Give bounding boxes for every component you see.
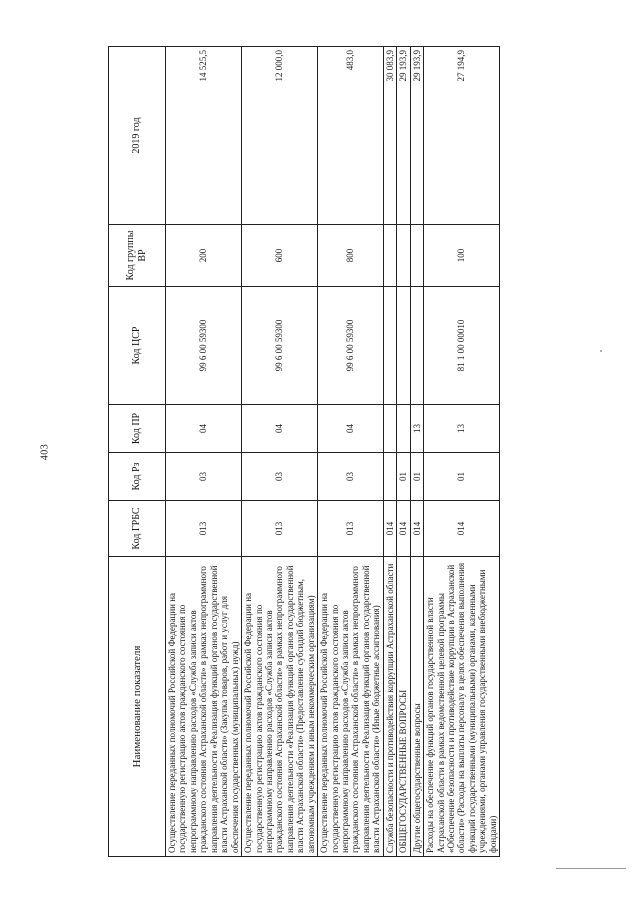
- row-name: Осуществление переданных полномочий Российской Федерации на государственную регистрацию актов гражданского состояния по непрограммному направлению расходов «Служба записи актов гражданского состояния Астраханской области» в рамках непрограммного направления деятельности «Реализация функций органов государственной власти Астраханской области» (Предоставление субсидий бюджетным, автономным учреждениям и иным некоммерческим организациям): [242, 557, 318, 857]
- row-rz: 01: [397, 453, 410, 501]
- row-rz: 03: [318, 453, 384, 501]
- budget-table: [108, 46, 500, 857]
- row-csr: 81 1 00 00010: [424, 287, 500, 405]
- row-pr: [397, 405, 410, 453]
- row-name: Служба безопасности и противодействия коррупции Астраханской области: [383, 557, 396, 857]
- page-number: 403: [39, 443, 51, 461]
- row-grbs: 014: [410, 501, 423, 557]
- row-csr: 99 6 00 59300: [242, 287, 318, 405]
- row-year: 29 193,9: [410, 47, 423, 225]
- header-year: 2019 год: [109, 47, 166, 225]
- row-year: 27 194,9: [424, 47, 500, 225]
- table-row: [424, 47, 500, 857]
- table-header-row: [109, 47, 166, 857]
- row-pr: 13: [424, 405, 500, 453]
- row-grbs: 013: [242, 501, 318, 557]
- budget-table-container: [108, 47, 540, 857]
- row-name: Расходы на обеспечение функций органов государственной власти Астраханской области в рамках ведомственной целевой программы «Обеспечение безопасности и противодействие коррупции в Астраханской области» (Расходы на выплаты персоналу в целях обеспечения выполнения функций государственными (муниципальными) органами, казенными учреждениями, органами управления государственными внебюджетными фондами): [424, 557, 500, 857]
- row-pr: [383, 405, 396, 453]
- table-row: [383, 47, 396, 857]
- row-year: 29 193,9: [397, 47, 410, 225]
- header-rz: Код Рз: [109, 453, 166, 501]
- row-rz: 01: [410, 453, 423, 501]
- row-pr: 04: [166, 405, 242, 453]
- row-name: Осуществление переданных полномочий Российской Федерации на государственную регистрацию актов гражданского состояния по непрограммному направлению расходов «Служба записи актов гражданского состояния Астраханской области» в рамках непрограммного направления деятельности «Реализация функций органов государственной власти Астраханской области» (Закупка товаров, работ и услуг для обеспечения государственных (муниципальных) нужд): [166, 557, 242, 857]
- table-row: [410, 47, 423, 857]
- row-pr: 04: [242, 405, 318, 453]
- row-vr: 200: [166, 225, 242, 287]
- row-year: 12 000,0: [242, 47, 318, 225]
- rotated-table-frame: [108, 47, 540, 857]
- row-name: ОБЩЕГОСУДАРСТВЕННЫЕ ВОПРОСЫ: [397, 557, 410, 857]
- header-csr: Код ЦСР: [109, 287, 166, 405]
- scan-artifact-line: [556, 868, 626, 869]
- header-vr: Код группы ВР: [109, 225, 166, 287]
- row-csr: 99 6 00 59300: [318, 287, 384, 405]
- row-rz: [383, 453, 396, 501]
- row-vr: [397, 225, 410, 287]
- row-rz: 03: [242, 453, 318, 501]
- table-row: [166, 47, 242, 857]
- row-year: 483,0: [318, 47, 384, 225]
- row-csr: 99 6 00 59300: [166, 287, 242, 405]
- row-name: Осуществление переданных полномочий Российской Федерации на государственную регистрацию актов гражданского состояния по непрограммному направлению расходов «Служба записи актов гражданского состояния Астраханской области» в рамках непрограммного направления деятельности «Реализация функций органов государственной власти Астраханской области» (Иные бюджетные ассигнования): [318, 557, 384, 857]
- table-row: [242, 47, 318, 857]
- row-rz: 03: [166, 453, 242, 501]
- scan-artifact-dot: [600, 350, 602, 352]
- row-year: 30 083,9: [383, 47, 396, 225]
- row-grbs: 013: [166, 501, 242, 557]
- row-name: Другие общегосударственные вопросы: [410, 557, 423, 857]
- row-csr: [397, 287, 410, 405]
- table-row: [318, 47, 384, 857]
- header-name: Наименование показателя: [109, 557, 166, 857]
- row-vr: 800: [318, 225, 384, 287]
- row-vr: 100: [424, 225, 500, 287]
- row-grbs: 013: [318, 501, 384, 557]
- header-grbs: Код ГРБС: [109, 501, 166, 557]
- row-grbs: 014: [383, 501, 396, 557]
- row-rz: 01: [424, 453, 500, 501]
- row-grbs: 014: [424, 501, 500, 557]
- row-csr: [383, 287, 396, 405]
- row-vr: 600: [242, 225, 318, 287]
- row-csr: [410, 287, 423, 405]
- row-grbs: 014: [397, 501, 410, 557]
- row-pr: 04: [318, 405, 384, 453]
- row-vr: [410, 225, 423, 287]
- row-pr: 13: [410, 405, 423, 453]
- table-row: [397, 47, 410, 857]
- row-vr: [383, 225, 396, 287]
- header-pr: Код ПР: [109, 405, 166, 453]
- row-year: 14 525,5: [166, 47, 242, 225]
